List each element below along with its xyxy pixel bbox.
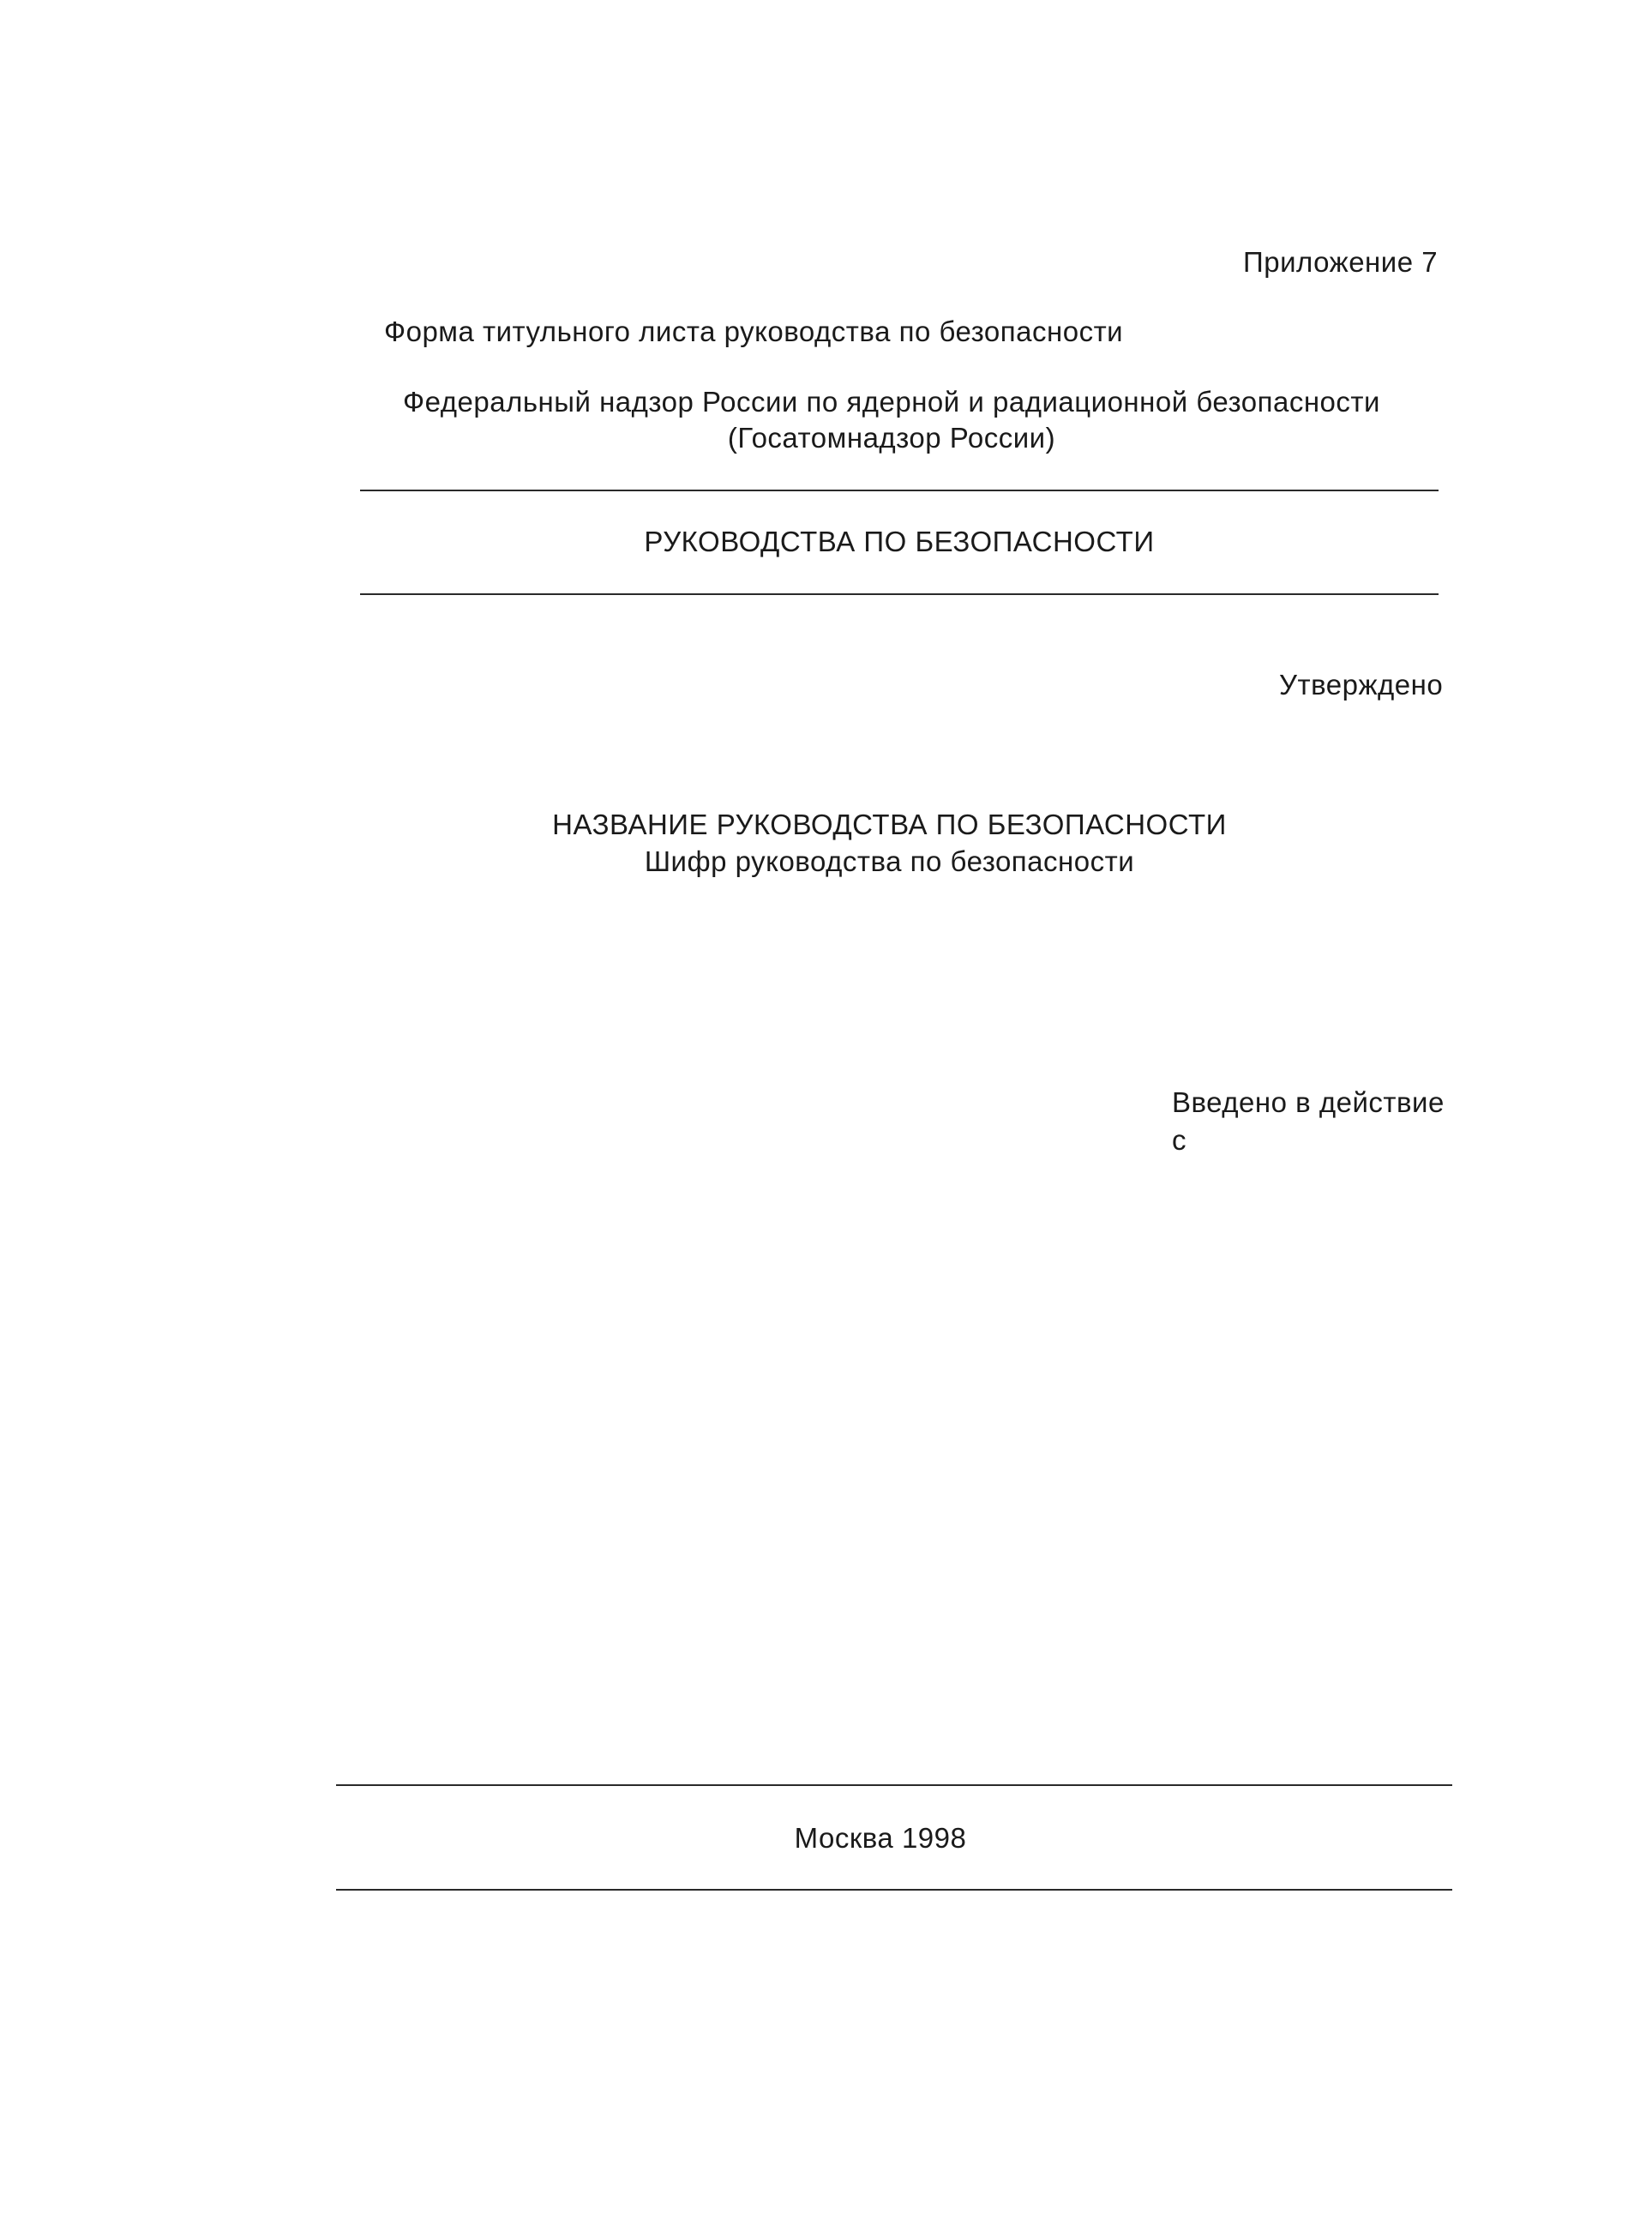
- agency-name: Федеральный надзор России по ядерной и радиационной безопасности: [403, 386, 1380, 418]
- place-year: Москва 1998: [794, 1822, 967, 1854]
- divider-bottom-2: [336, 1889, 1452, 1891]
- divider-top-1: [360, 490, 1439, 491]
- appendix-label: Приложение 7: [1243, 246, 1439, 278]
- series-title: РУКОВОДСТВА ПО БЕЗОПАСНОСТИ: [644, 526, 1155, 557]
- guide-code: Шифр руководства по безопасности: [644, 845, 1135, 877]
- divider-bottom-1: [336, 1784, 1452, 1786]
- agency-short-name: (Госатомнадзор России): [727, 422, 1056, 454]
- divider-top-2: [360, 593, 1439, 595]
- guide-name: НАЗВАНИЕ РУКОВОДСТВА ПО БЕЗОПАСНОСТИ: [552, 809, 1227, 840]
- form-title: Форма титульного листа руководства по безопасности: [384, 316, 1124, 347]
- approved-label: Утверждено: [1279, 669, 1444, 701]
- effective-date-label: Введено в действие: [1172, 1086, 1445, 1118]
- effective-date-prefix: с: [1172, 1124, 1186, 1156]
